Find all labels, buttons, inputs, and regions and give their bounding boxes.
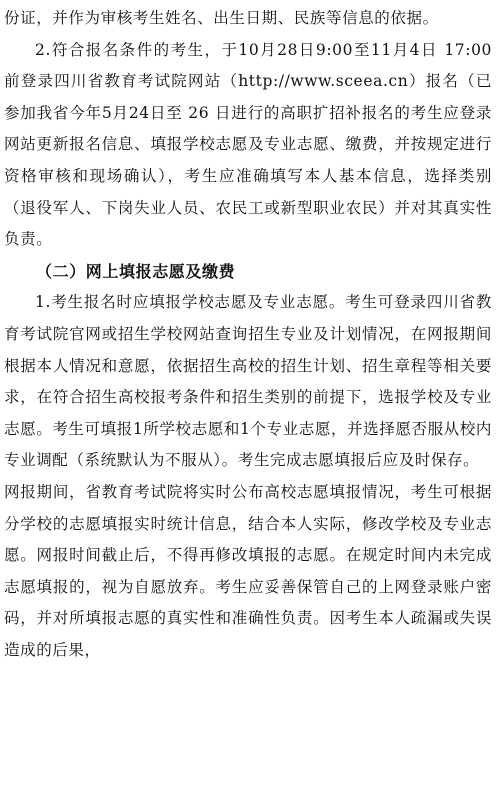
paragraph-registration: 2.符合报名条件的考生，于10月28日9:00至11月4日 17:00 前登录四川省教育考试院网站（http://www.sceea.cn）报名（已参加我省今年5月24日至 26 日进行的高职扩招补报名的考生应登录网站更新报名信息、填报学校志愿及专业志愿、缴费，并按规定进行资格审核和现场确认），考生应准确填写本人基本信息，选择类别（退役军人、下岗失业人员、农民工或新型职业农民）并对其真实性负责。 bbox=[4, 40, 492, 249]
paragraph-online-period: 网报期间，省教育考试院将实时公布高校志愿填报情况，考生可根据分学校的志愿填报实时统计信息，结合本人实际，修改学校及专业志愿。网报时间截止后，不得再修改填报的志愿。在规定时间内未完成志愿填报的，视为自愿放弃。考生应妥善保管自己的上网登录账户密码，并对所填报志愿的真实性和准确性负责。因考生本人疏漏或失误造成的后果， bbox=[4, 482, 492, 659]
paragraph-intro: 份证，并作为审核考生姓名、出生日期、民族等信息的依据。 bbox=[4, 9, 439, 27]
section-heading: （二）网上填报志愿及缴费 bbox=[36, 261, 236, 281]
paragraph-volunteer-filling: 1.考生报名时应填报学校志愿及专业志愿。考生可登录四川省教育考试院官网或招生学校网站查询招生专业及计划情况，在网报期间根据本人情况和意愿，依据招生高校的招生计划、招生章程等相关要求，在符合招生高校报考条件和招生类别的前提下，选报学校及专业志愿。考生可填报1所学校志愿和1个专业志愿，并选择愿否服从校内专业调配（系统默认为不服从）。考生完成志愿填报后应及时保存。 bbox=[4, 293, 492, 470]
